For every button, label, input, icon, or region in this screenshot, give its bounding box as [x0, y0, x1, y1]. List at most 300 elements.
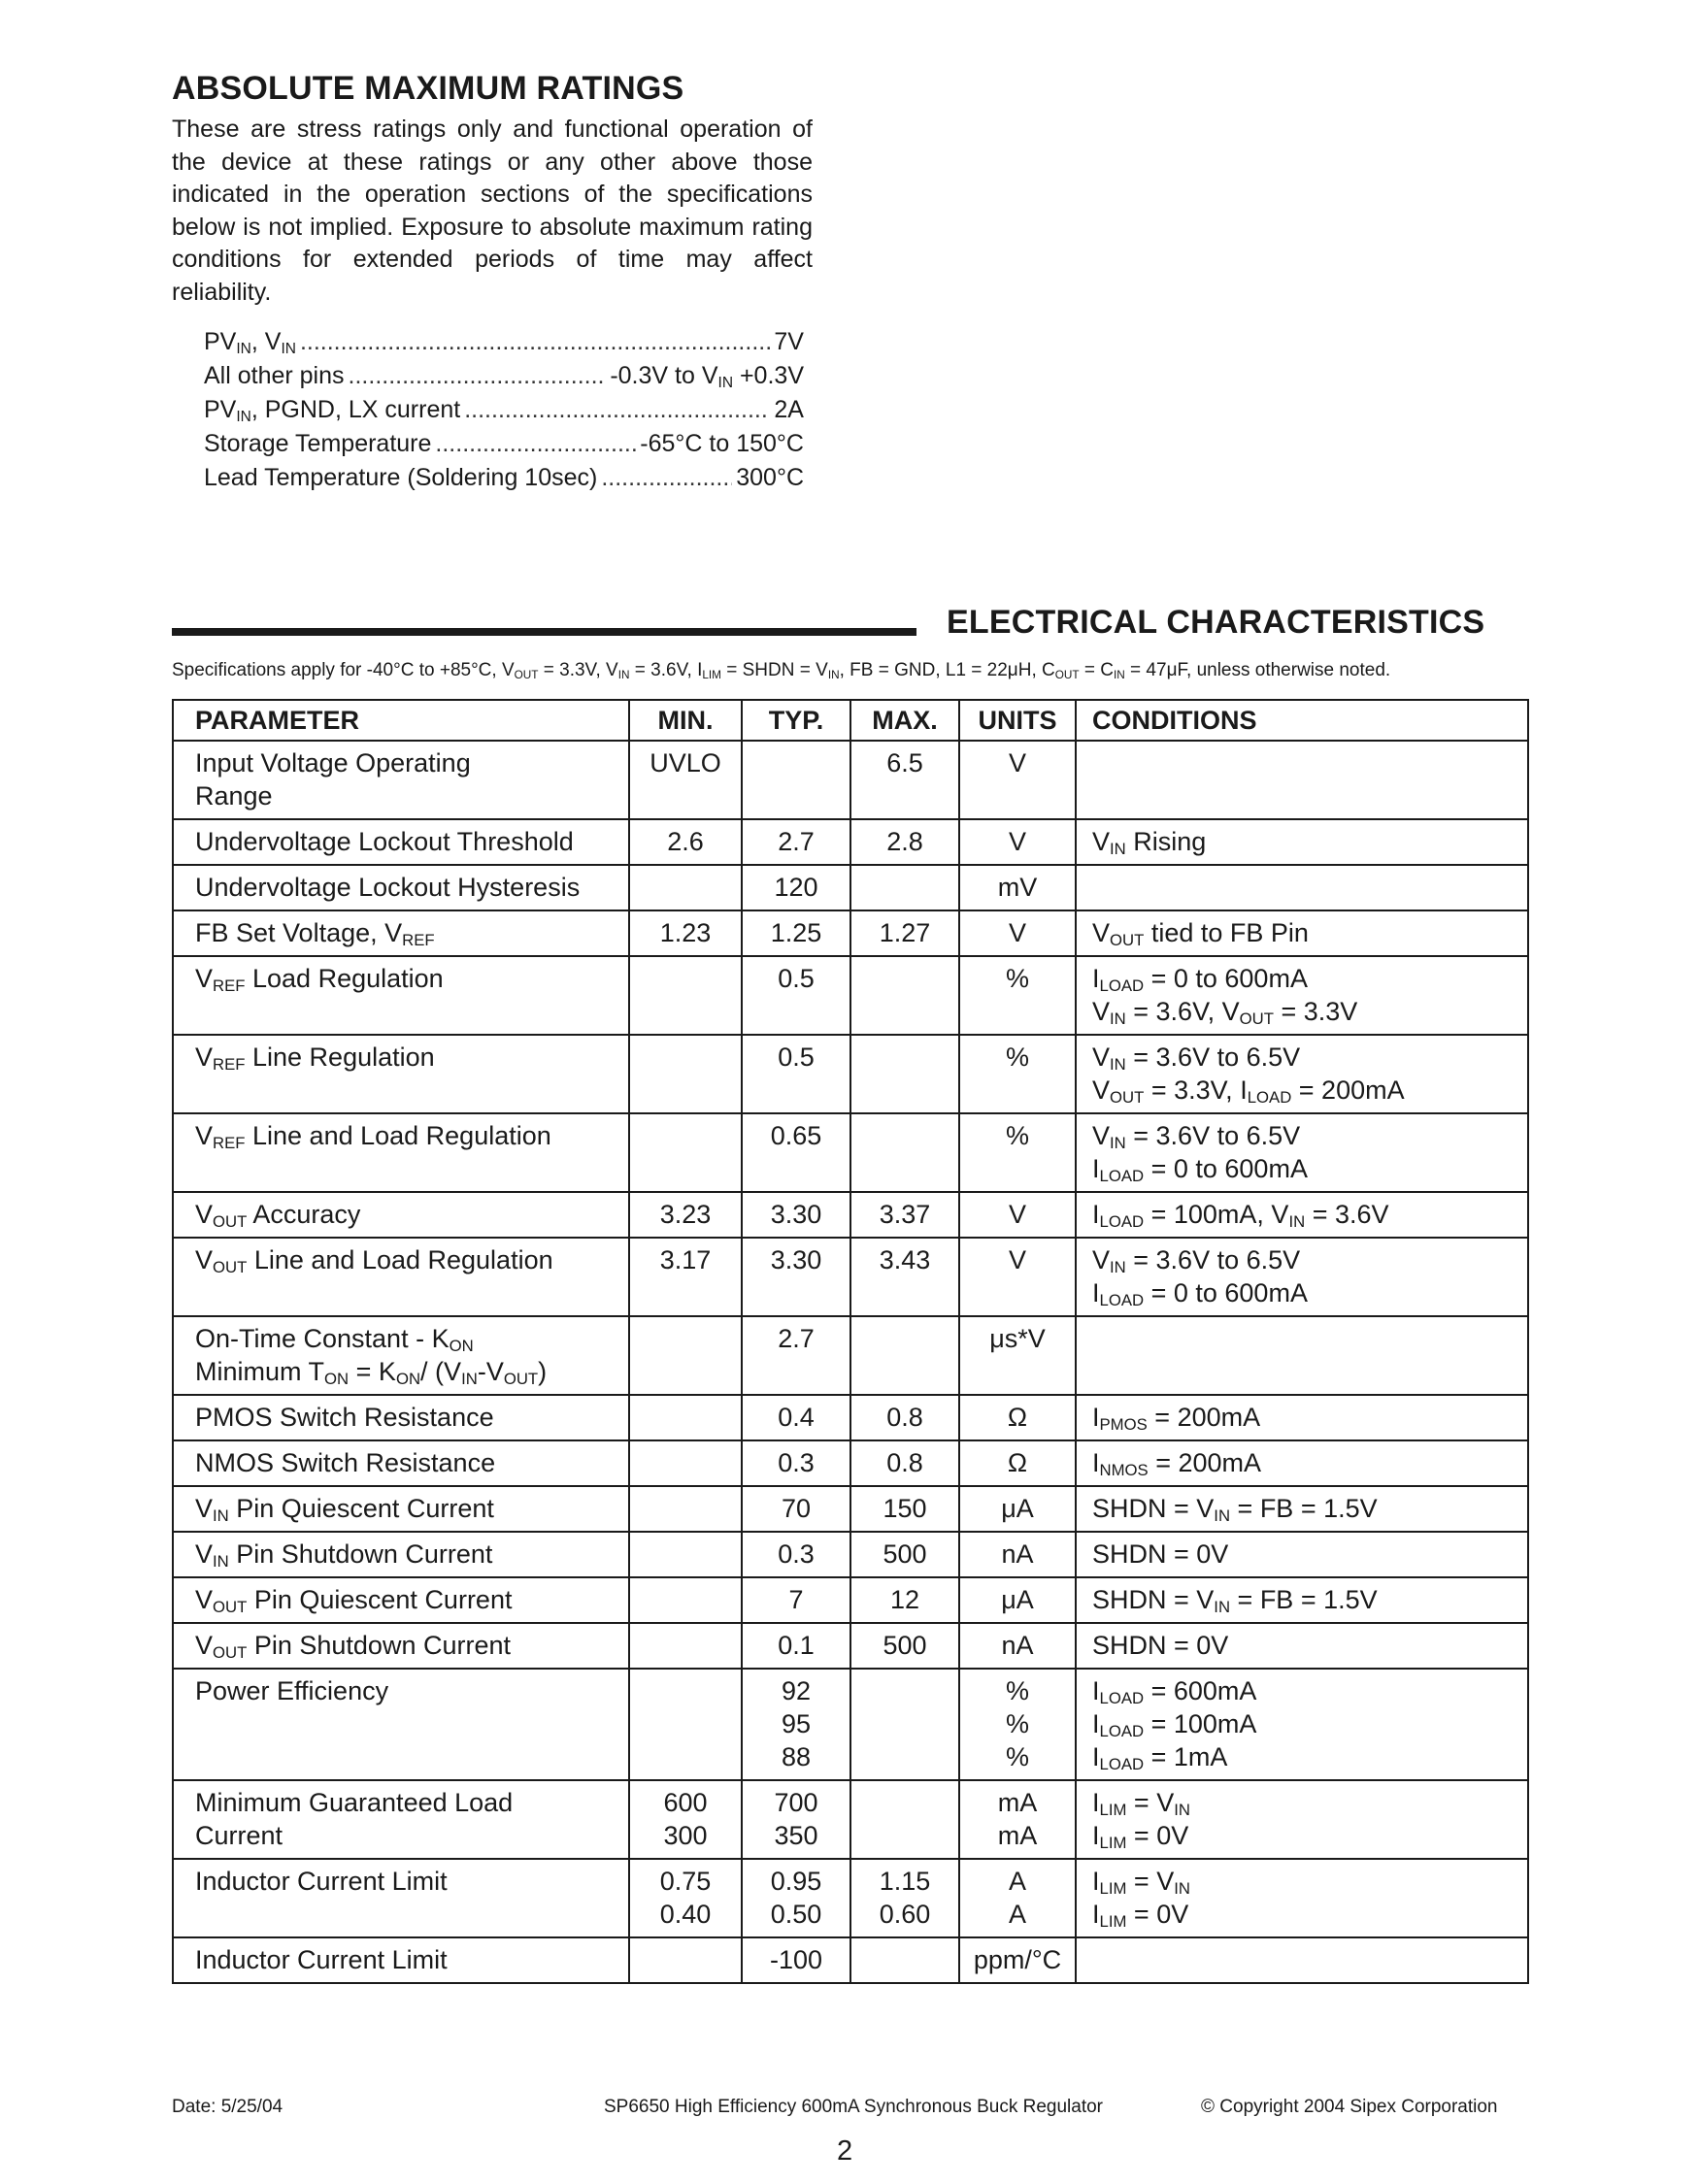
dot-leader — [464, 393, 770, 427]
table-row — [173, 1577, 1528, 1623]
cell-max — [850, 1669, 959, 1780]
electrical-characteristics-table — [172, 699, 1529, 1984]
cell-units — [959, 910, 1076, 956]
cell-line: $V_{OUT}$ Accuracy — [195, 1200, 361, 1232]
cell-max — [850, 865, 959, 910]
cell-min — [629, 1859, 742, 1937]
rating-value: -65°C to 150°C — [640, 430, 804, 457]
cell-units — [959, 1669, 1076, 1780]
cell-units — [959, 819, 1076, 865]
cell-min — [629, 1577, 742, 1623]
abs-max-title: ABSOLUTE MAXIMUM RATINGS — [172, 70, 684, 107]
cell-units — [959, 1035, 1076, 1113]
cell-min — [629, 1937, 742, 1983]
cell-typ — [742, 910, 850, 956]
cell-line: 1.25 — [770, 918, 822, 947]
cell-line: 12 — [889, 1585, 920, 1614]
cell-max — [850, 1316, 959, 1395]
cell-line: SHDN = 0V — [1092, 1539, 1229, 1569]
rating-label: All other pins — [204, 362, 345, 389]
header-units: UNITS — [959, 700, 1076, 741]
header-conditions: CONDITIONS — [1076, 700, 1528, 741]
cell-line — [636, 1583, 735, 1616]
cell-units — [959, 1395, 1076, 1440]
section-rule — [172, 628, 916, 636]
cell-line: Ω — [1007, 1448, 1028, 1477]
cell-conditions — [1076, 1238, 1528, 1316]
cell-line: $I_{LOAD} = 0$ to 600mA — [1092, 1278, 1308, 1310]
cell-min — [629, 1238, 742, 1316]
cell-max — [850, 910, 959, 956]
cell-line: 2.7 — [778, 827, 815, 856]
cell-line: $V_{IN} = 3.6V$, $V_{OUT} = 3.3V$ — [1092, 997, 1358, 1029]
table-row — [173, 1440, 1528, 1486]
cell-line — [1092, 871, 1521, 904]
cell-parameter — [173, 1780, 629, 1859]
cell-line — [195, 1740, 622, 1773]
cell-line: Range — [195, 781, 273, 811]
cell-conditions — [1076, 1623, 1528, 1669]
cell-line — [966, 1276, 1069, 1309]
cell-max — [850, 819, 959, 865]
cell-max — [850, 956, 959, 1035]
cell-units — [959, 1532, 1076, 1577]
table-row — [173, 910, 1528, 956]
cell-line — [1092, 1322, 1521, 1355]
cell-line — [636, 962, 735, 995]
cell-line: 2.8 — [886, 827, 923, 856]
cell-line: 0.3 — [778, 1539, 815, 1569]
cell-line: $V_{OUT} = 3.3V$, $I_{LOAD} = 200mA$ — [1092, 1075, 1405, 1108]
rating-value: -0.3V to $V_{IN} +0.3V$ — [610, 362, 804, 391]
table-row — [173, 865, 1528, 910]
cell-conditions — [1076, 1113, 1528, 1192]
rating-line — [204, 325, 804, 359]
cell-line: $V_{IN} = 3.6V$ to 6.5V — [1092, 1121, 1301, 1153]
cell-line — [857, 1276, 952, 1309]
cell-line: 95 — [781, 1709, 812, 1738]
cell-line: 0.4 — [778, 1403, 815, 1432]
cell-line: % — [1005, 964, 1029, 993]
cell-parameter — [173, 1532, 629, 1577]
cell-line: 0.40 — [659, 1900, 712, 1929]
cell-parameter — [173, 1316, 629, 1395]
cell-line — [857, 1041, 952, 1074]
header-max: MAX. — [850, 700, 959, 741]
cell-line: 3.43 — [879, 1245, 931, 1274]
table-row — [173, 1859, 1528, 1937]
cell-typ — [742, 1192, 850, 1238]
rating-label: $PV_{IN}$, PGND, LX current — [204, 396, 461, 425]
cell-line — [857, 1819, 952, 1852]
cell-max — [850, 1859, 959, 1937]
cell-line: 0.95 — [770, 1867, 822, 1896]
table-header-row — [173, 700, 1528, 741]
cell-line — [636, 779, 735, 812]
cell-parameter — [173, 1395, 629, 1440]
cell-line — [857, 1355, 952, 1388]
cell-max — [850, 1035, 959, 1113]
table-row — [173, 1192, 1528, 1238]
cell-units — [959, 956, 1076, 1035]
cell-line — [857, 1786, 952, 1819]
cell-line — [195, 1707, 622, 1740]
cell-max — [850, 1113, 959, 1192]
cell-min — [629, 1780, 742, 1859]
cell-line: Minimum $T_{ON} = K_{ON}/$ $(V_{IN}-V_{OUT})$ — [195, 1357, 548, 1389]
cell-line: 500 — [883, 1631, 927, 1660]
header-parameter: PARAMETER — [173, 700, 629, 741]
cell-line — [749, 995, 844, 1028]
dot-leader — [601, 461, 732, 495]
cell-line — [1092, 1943, 1521, 1976]
cell-line: $I_{LOAD} = 600mA$ — [1092, 1676, 1257, 1708]
cell-line: 700 — [774, 1788, 818, 1817]
cell-min — [629, 1113, 742, 1192]
cell-max — [850, 1440, 959, 1486]
cell-line: FB Set Voltage, $V_{REF}$ — [195, 918, 435, 950]
cell-conditions — [1076, 910, 1528, 956]
footer-doc-title: SP6650 High Efficiency 600mA Synchronous Buck Regulator — [604, 2097, 1104, 2117]
cell-conditions — [1076, 1937, 1528, 1983]
cell-line — [857, 995, 952, 1028]
cell-line — [749, 746, 844, 779]
cell-line: $I_{LOAD} = 0$ to 600mA — [1092, 964, 1308, 996]
cell-line — [966, 995, 1069, 1028]
cell-line — [966, 779, 1069, 812]
cell-line: $I_{PMOS} = 200mA$ — [1092, 1403, 1261, 1435]
cell-line — [857, 1119, 952, 1152]
cell-parameter — [173, 1035, 629, 1113]
cell-line: V — [1008, 1245, 1026, 1274]
cell-line — [636, 1492, 735, 1525]
cell-line — [1092, 779, 1521, 812]
cell-line: $V_{IN}$ Pin Shutdown Current — [195, 1539, 493, 1572]
cell-line: Power Efficiency — [195, 1676, 389, 1705]
rating-line — [204, 461, 804, 495]
cell-line: % — [1005, 1676, 1029, 1705]
cell-line: $V_{OUT}$ tied to FB Pin — [1092, 918, 1309, 950]
cell-units — [959, 1440, 1076, 1486]
cell-min — [629, 956, 742, 1035]
cell-min — [629, 1669, 742, 1780]
cell-line: 300 — [663, 1821, 708, 1850]
cell-line: $V_{OUT}$ Line and Load Regulation — [195, 1245, 553, 1277]
table-body — [173, 741, 1528, 1983]
cell-line: Inductor Current Limit — [195, 1867, 448, 1896]
cell-parameter — [173, 1238, 629, 1316]
table-row — [173, 1486, 1528, 1532]
cell-line: 0.60 — [879, 1900, 931, 1929]
cell-line: SHDN = $V_{IN}$ = FB = 1.5V — [1092, 1585, 1378, 1617]
cell-line: $V_{REF}$ Line and Load Regulation — [195, 1121, 551, 1153]
cell-line — [749, 1276, 844, 1309]
cell-line — [857, 1322, 952, 1355]
table-row — [173, 1035, 1528, 1113]
cell-line: 0.65 — [770, 1121, 822, 1150]
cell-conditions — [1076, 1577, 1528, 1623]
cell-line: 0.3 — [778, 1448, 815, 1477]
cell-line: $V_{REF}$ Line Regulation — [195, 1042, 435, 1075]
cell-line: -100 — [769, 1945, 823, 1974]
cell-units — [959, 865, 1076, 910]
cell-max — [850, 1623, 959, 1669]
cell-line: mA — [997, 1788, 1038, 1817]
cell-line: 600 — [663, 1788, 708, 1817]
cell-parameter — [173, 1669, 629, 1780]
table-row — [173, 956, 1528, 1035]
dot-leader — [435, 427, 636, 461]
table-row — [173, 1395, 1528, 1440]
cell-line — [636, 1707, 735, 1740]
cell-line: % — [1005, 1709, 1029, 1738]
cell-line: A — [1008, 1900, 1026, 1929]
cell-max — [850, 1937, 959, 1983]
cell-max — [850, 1486, 959, 1532]
cell-line: 2.7 — [778, 1324, 815, 1353]
cell-line — [195, 995, 622, 1028]
cell-line: On-Time Constant - $K_{ON}$ — [195, 1324, 474, 1356]
cell-line — [636, 1355, 735, 1388]
cell-line: V — [1008, 918, 1026, 947]
cell-line: 7 — [788, 1585, 804, 1614]
cell-parameter — [173, 910, 629, 956]
cell-line — [749, 1152, 844, 1185]
cell-typ — [742, 1113, 850, 1192]
table-row — [173, 1780, 1528, 1859]
rating-value: 2A — [774, 396, 804, 423]
cell-line: 3.30 — [770, 1245, 822, 1274]
footer-date: Date: 5/25/04 — [172, 2097, 283, 2117]
cell-line — [857, 962, 952, 995]
cell-line — [636, 1322, 735, 1355]
cell-line: Current — [195, 1821, 283, 1850]
cell-min — [629, 819, 742, 865]
cell-line: UVLO — [650, 748, 721, 778]
cell-line: mV — [997, 873, 1038, 902]
cell-line — [857, 1674, 952, 1707]
cell-line: 0.75 — [659, 1867, 712, 1896]
cell-line: % — [1005, 1042, 1029, 1072]
cell-line: 0.8 — [886, 1448, 923, 1477]
cell-max — [850, 1395, 959, 1440]
cell-parameter — [173, 1937, 629, 1983]
cell-line: 88 — [781, 1742, 812, 1771]
cell-typ — [742, 1035, 850, 1113]
cell-line: μA — [1001, 1494, 1034, 1523]
cell-line: Minimum Guaranteed Load — [195, 1788, 514, 1817]
table-row — [173, 1113, 1528, 1192]
cell-units — [959, 1859, 1076, 1937]
cell-typ — [742, 1669, 850, 1780]
cell-line: nA — [1001, 1631, 1034, 1660]
cell-conditions — [1076, 1532, 1528, 1577]
cell-max — [850, 1192, 959, 1238]
table-row — [173, 1623, 1528, 1669]
cell-line — [636, 1674, 735, 1707]
cell-line — [1092, 746, 1521, 779]
table-row — [173, 1669, 1528, 1780]
cell-line: $I_{LIM} = V_{IN}$ — [1092, 1788, 1190, 1820]
cell-units — [959, 1238, 1076, 1316]
cell-parameter — [173, 741, 629, 819]
cell-units — [959, 741, 1076, 819]
cell-line: Undervoltage Lockout Hysteresis — [195, 873, 581, 902]
cell-line: $V_{REF}$ Load Regulation — [195, 964, 444, 996]
cell-parameter — [173, 1859, 629, 1937]
cell-line: PMOS Switch Resistance — [195, 1403, 494, 1432]
cell-line: 70 — [781, 1494, 812, 1523]
cell-line: 0.5 — [778, 964, 815, 993]
cell-line: 1.27 — [879, 918, 931, 947]
cell-conditions — [1076, 1859, 1528, 1937]
cell-parameter — [173, 1113, 629, 1192]
cell-parameter — [173, 865, 629, 910]
cell-line: 2.6 — [667, 827, 704, 856]
cell-typ — [742, 865, 850, 910]
electrical-title: ELECTRICAL CHARACTERISTICS — [947, 604, 1485, 641]
cell-max — [850, 1577, 959, 1623]
cell-min — [629, 1440, 742, 1486]
cell-line: 150 — [883, 1494, 927, 1523]
cell-parameter — [173, 956, 629, 1035]
rating-value: 7V — [774, 328, 804, 355]
cell-units — [959, 1780, 1076, 1859]
cell-line: mA — [997, 1821, 1038, 1850]
ratings-list — [204, 325, 804, 495]
cell-line — [636, 995, 735, 1028]
rating-label: $PV_{IN}$, $V_{IN}$ — [204, 328, 296, 357]
cell-line — [195, 1898, 622, 1931]
cell-units — [959, 1113, 1076, 1192]
cell-line: 500 — [883, 1539, 927, 1569]
cell-line: 0.5 — [778, 1042, 815, 1072]
cell-line: 92 — [781, 1676, 812, 1705]
cell-line — [195, 1152, 622, 1185]
table-row — [173, 1937, 1528, 1983]
cell-min — [629, 1486, 742, 1532]
cell-line — [1092, 1355, 1521, 1388]
cell-line: 6.5 — [886, 748, 923, 778]
cell-line: SHDN = 0V — [1092, 1631, 1229, 1660]
rating-label: Lead Temperature (Soldering 10sec) — [204, 464, 598, 491]
cell-units — [959, 1316, 1076, 1395]
cell-typ — [742, 1486, 850, 1532]
cell-line: % — [1005, 1742, 1029, 1771]
cell-line: $I_{NMOS} = 200mA$ — [1092, 1448, 1262, 1480]
cell-line — [636, 1629, 735, 1662]
cell-line: V — [1008, 827, 1026, 856]
dot-leader — [349, 359, 607, 393]
cell-line: 0.1 — [778, 1631, 815, 1660]
cell-line: $I_{LOAD} = 100mA$, $V_{IN} = 3.6V$ — [1092, 1200, 1389, 1232]
cell-conditions — [1076, 1192, 1528, 1238]
table-row — [173, 1238, 1528, 1316]
cell-line — [857, 1943, 952, 1976]
cell-typ — [742, 1532, 850, 1577]
cell-line: % — [1005, 1121, 1029, 1150]
cell-line — [749, 779, 844, 812]
cell-line: $V_{IN} = 3.6V$ to 6.5V — [1092, 1042, 1301, 1075]
cell-typ — [742, 1859, 850, 1937]
cell-line: $V_{OUT}$ Pin Shutdown Current — [195, 1631, 511, 1663]
cell-conditions — [1076, 1395, 1528, 1440]
cell-max — [850, 741, 959, 819]
cell-line: $V_{OUT}$ Pin Quiescent Current — [195, 1585, 513, 1617]
cell-line: 1.23 — [659, 918, 712, 947]
cell-line — [857, 871, 952, 904]
cell-line: $I_{LOAD} = 1mA$ — [1092, 1742, 1228, 1774]
cell-min — [629, 1035, 742, 1113]
cell-line: μA — [1001, 1585, 1034, 1614]
cell-line: $I_{LIM} = 0V$ — [1092, 1821, 1189, 1853]
cell-line — [636, 1446, 735, 1479]
cell-max — [850, 1532, 959, 1577]
cell-line — [857, 1074, 952, 1107]
cell-line — [636, 1401, 735, 1434]
cell-line: $I_{LOAD} = 0$ to 600mA — [1092, 1154, 1308, 1186]
cell-typ — [742, 1440, 850, 1486]
cell-line: V — [1008, 1200, 1026, 1229]
cell-line — [857, 1740, 952, 1773]
cell-conditions — [1076, 865, 1528, 910]
cell-typ — [742, 1623, 850, 1669]
cell-line — [966, 1355, 1069, 1388]
page-number: 2 — [837, 2135, 853, 2167]
cell-line: $V_{IN}$ Pin Quiescent Current — [195, 1494, 494, 1526]
footer-copyright: © Copyright 2004 Sipex Corporation — [1201, 2097, 1498, 2117]
cell-conditions — [1076, 1035, 1528, 1113]
header-min: MIN. — [629, 700, 742, 741]
cell-line: 1.15 — [879, 1867, 931, 1896]
cell-parameter — [173, 1577, 629, 1623]
cell-units — [959, 1623, 1076, 1669]
cell-min — [629, 1623, 742, 1669]
cell-line: NMOS Switch Resistance — [195, 1448, 496, 1477]
cell-typ — [742, 1316, 850, 1395]
cell-line: V — [1008, 748, 1026, 778]
cell-line — [636, 1074, 735, 1107]
cell-conditions — [1076, 819, 1528, 865]
cell-conditions — [1076, 1440, 1528, 1486]
spec-note: Specifications apply for -40°C to +85°C, $V_{OUT} = 3.3V$, $V_{IN} = 3.6V$, $I_{LIM}$ = SHDN = $V_{IN}$, FB = GND, L1 = 22μH, $C_{OUT} = C_{IN} = 47\mu F$, unless otherwise noted. — [172, 660, 1391, 681]
cell-parameter — [173, 1192, 629, 1238]
cell-line: 350 — [774, 1821, 818, 1850]
table-row — [173, 819, 1528, 865]
cell-line — [636, 1943, 735, 1976]
cell-line: 0.8 — [886, 1403, 923, 1432]
cell-line: μs*V — [989, 1324, 1046, 1353]
cell-line — [857, 1707, 952, 1740]
cell-line: $I_{LIM} = V_{IN}$ — [1092, 1867, 1190, 1899]
cell-line — [857, 1152, 952, 1185]
cell-line: Ω — [1007, 1403, 1028, 1432]
cell-line: $I_{LIM} = 0V$ — [1092, 1900, 1189, 1932]
rating-value: 300°C — [736, 464, 804, 491]
cell-line — [195, 1276, 622, 1309]
cell-conditions — [1076, 741, 1528, 819]
cell-line: SHDN = $V_{IN}$ = FB = 1.5V — [1092, 1494, 1378, 1526]
cell-conditions — [1076, 1316, 1528, 1395]
cell-parameter — [173, 819, 629, 865]
table-row — [173, 1532, 1528, 1577]
cell-line: 3.30 — [770, 1200, 822, 1229]
cell-typ — [742, 1238, 850, 1316]
cell-line — [636, 1152, 735, 1185]
cell-line: A — [1008, 1867, 1026, 1896]
cell-parameter — [173, 1623, 629, 1669]
cell-line: nA — [1001, 1539, 1034, 1569]
